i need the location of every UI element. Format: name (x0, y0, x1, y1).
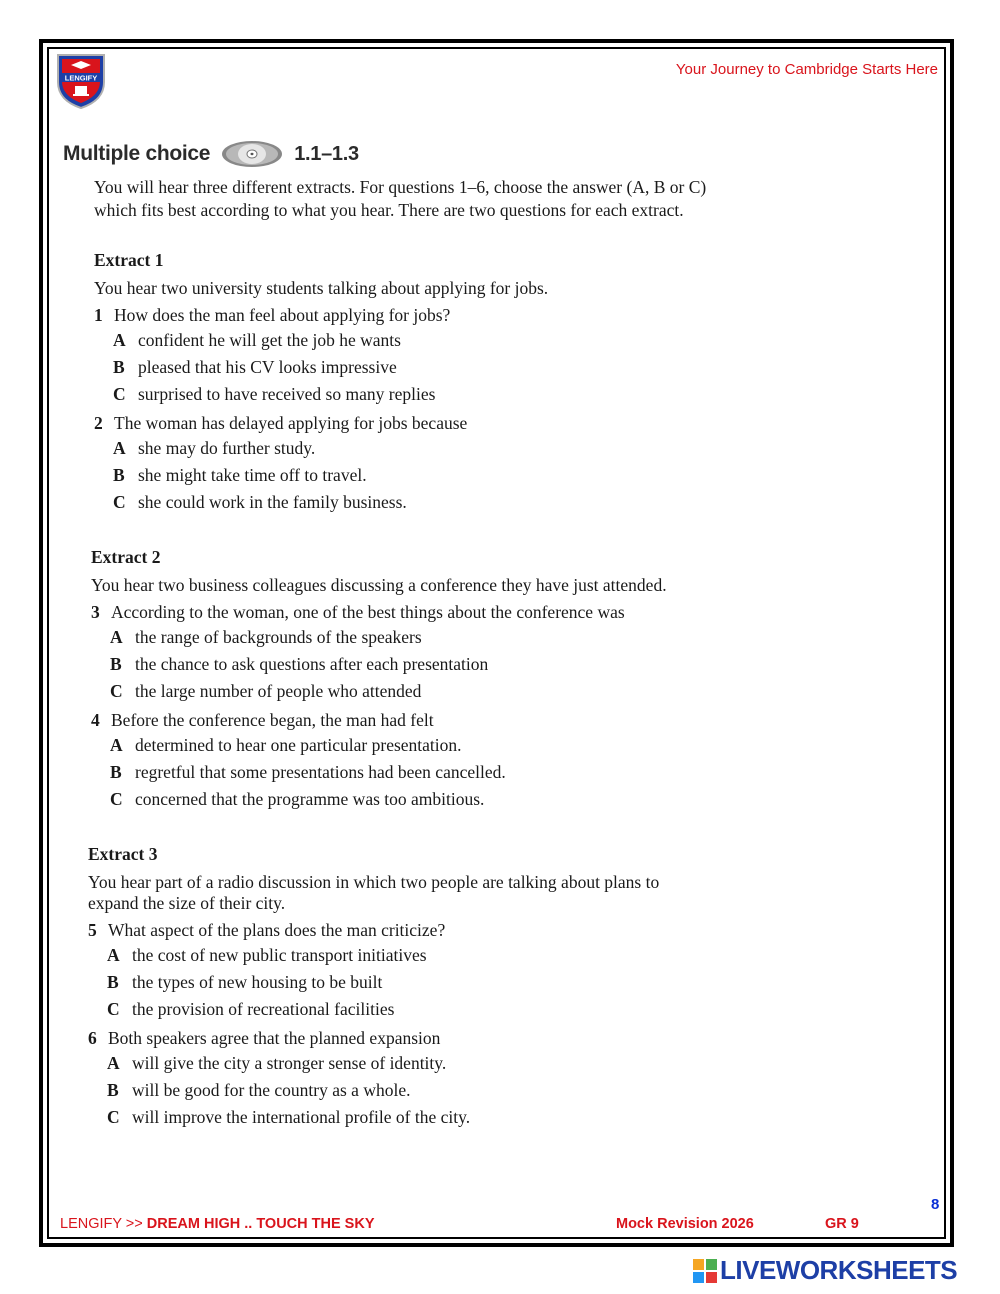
footer-mock-title: Mock Revision 2026 (616, 1216, 754, 1232)
option-letter: A (107, 945, 120, 965)
option-3c[interactable] (110, 678, 667, 705)
option-text: surprised to have received so many replies (138, 384, 436, 404)
option-text: determined to hear one particular presentation. (135, 735, 462, 755)
option-5b[interactable] (107, 969, 659, 996)
question-text: Before the conference began, the man had felt (111, 710, 434, 730)
option-4a[interactable] (110, 732, 667, 759)
option-text: she might take time off to travel. (138, 465, 367, 485)
option-6b[interactable] (107, 1077, 659, 1104)
option-4c[interactable] (110, 786, 667, 813)
option-text: concerned that the programme was too ambitious. (135, 789, 485, 809)
option-letter: B (113, 357, 125, 377)
lengify-logo-icon (55, 52, 107, 110)
option-letter: B (113, 465, 125, 485)
option-text: confident he will get the job he wants (138, 330, 401, 350)
page-number: 8 (931, 1196, 940, 1213)
question-text: The woman has delayed applying for jobs because (114, 413, 468, 433)
extract-context: You hear two business colleagues discussing a conference they have just attended. (91, 575, 667, 595)
track-number: 1.1–1.3 (294, 142, 359, 165)
option-text: the chance to ask questions after each presentation (135, 654, 489, 674)
option-text: she could work in the family business. (138, 492, 407, 512)
option-text: will be good for the country as a whole. (132, 1080, 411, 1100)
option-text: the large number of people who attended (135, 681, 422, 701)
question-6 (88, 1026, 659, 1050)
extract-heading: Extract 3 (88, 844, 158, 864)
question-text: Both speakers agree that the planned expansion (108, 1028, 441, 1048)
extract-1 (94, 250, 548, 516)
question-1 (94, 303, 548, 327)
option-3a[interactable] (110, 624, 667, 651)
option-letter: A (113, 330, 126, 350)
option-letter: B (110, 654, 122, 674)
extract-3 (88, 844, 659, 1131)
option-text: regretful that some presentations had been cancelled. (135, 762, 506, 782)
extract-context-line: expand the size of their city. (88, 893, 286, 913)
option-letter: B (107, 972, 119, 992)
extract-2 (91, 547, 667, 813)
question-text: What aspect of the plans does the man criticize? (108, 920, 446, 940)
question-4 (91, 708, 667, 732)
question-5 (88, 918, 659, 942)
option-2c[interactable] (113, 489, 548, 516)
instructions-line: You will hear three different extracts. For questions 1–6, choose the answer (A, B or C) (94, 177, 707, 197)
option-text: pleased that his CV looks impressive (138, 357, 397, 377)
svg-text:LENGIFY: LENGIFY (64, 73, 98, 83)
question-number: 4 (91, 710, 100, 730)
footer-grade: GR 9 (825, 1216, 859, 1232)
option-letter: C (113, 384, 126, 404)
liveworksheets-text: LIVEWORKSHEETS (720, 1255, 958, 1285)
option-5a[interactable] (107, 942, 659, 969)
footer-brand-name: LENGIFY >> (60, 1216, 147, 1232)
option-2a[interactable] (113, 435, 548, 462)
question-3 (91, 600, 667, 624)
tagline: Your Journey to Cambridge Starts Here (675, 61, 938, 78)
extract-context (88, 872, 659, 914)
extract-context-line: You hear part of a radio discussion in which two people are talking about plans to (88, 872, 660, 892)
footer-slogan: DREAM HIGH .. TOUCH THE SKY (146, 1216, 375, 1232)
option-letter: C (113, 492, 126, 512)
option-text: will improve the international profile of the city. (132, 1107, 471, 1127)
question-number: 6 (88, 1028, 97, 1048)
option-6a[interactable] (107, 1050, 659, 1077)
option-3b[interactable] (110, 651, 667, 678)
liveworksheets-logo (693, 1255, 957, 1286)
option-letter: A (107, 1053, 120, 1073)
option-text: she may do further study. (138, 438, 316, 458)
option-letter: B (110, 762, 122, 782)
section-title-text: Multiple choice (63, 142, 211, 165)
option-letter: A (110, 735, 123, 755)
option-letter: A (113, 438, 126, 458)
option-letter: C (107, 999, 120, 1019)
option-1a[interactable] (113, 327, 548, 354)
option-letter: C (107, 1107, 120, 1127)
footer-brand (60, 1216, 375, 1232)
instructions-line: which fits best according to what you hear. There are two questions for each extract. (94, 200, 684, 220)
option-text: will give the city a stronger sense of identity. (132, 1053, 447, 1073)
question-number: 3 (91, 602, 100, 622)
liveworksheets-grid-icon (693, 1259, 717, 1283)
section-title (63, 139, 359, 169)
option-6c[interactable] (107, 1104, 659, 1131)
extract-heading: Extract 1 (94, 250, 164, 270)
option-text: the provision of recreational facilities (132, 999, 395, 1019)
option-2b[interactable] (113, 462, 548, 489)
extract-context: You hear two university students talking about applying for jobs. (94, 278, 549, 298)
option-4b[interactable] (110, 759, 667, 786)
question-number: 1 (94, 305, 103, 325)
option-letter: C (110, 681, 123, 701)
question-text: According to the woman, one of the best things about the conference was (111, 602, 625, 622)
cd-icon (220, 139, 284, 169)
extract-heading: Extract 2 (91, 547, 161, 567)
option-text: the range of backgrounds of the speakers (135, 627, 422, 647)
option-letter: C (110, 789, 123, 809)
question-number: 2 (94, 413, 103, 433)
option-letter: B (107, 1080, 119, 1100)
question-text: How does the man feel about applying for jobs? (114, 305, 451, 325)
option-1c[interactable] (113, 381, 548, 408)
option-text: the types of new housing to be built (132, 972, 383, 992)
option-1b[interactable] (113, 354, 548, 381)
option-5c[interactable] (107, 996, 659, 1023)
instructions (94, 176, 829, 222)
question-2 (94, 411, 548, 435)
option-letter: A (110, 627, 123, 647)
question-number: 5 (88, 920, 97, 940)
option-text: the cost of new public transport initiatives (132, 945, 427, 965)
